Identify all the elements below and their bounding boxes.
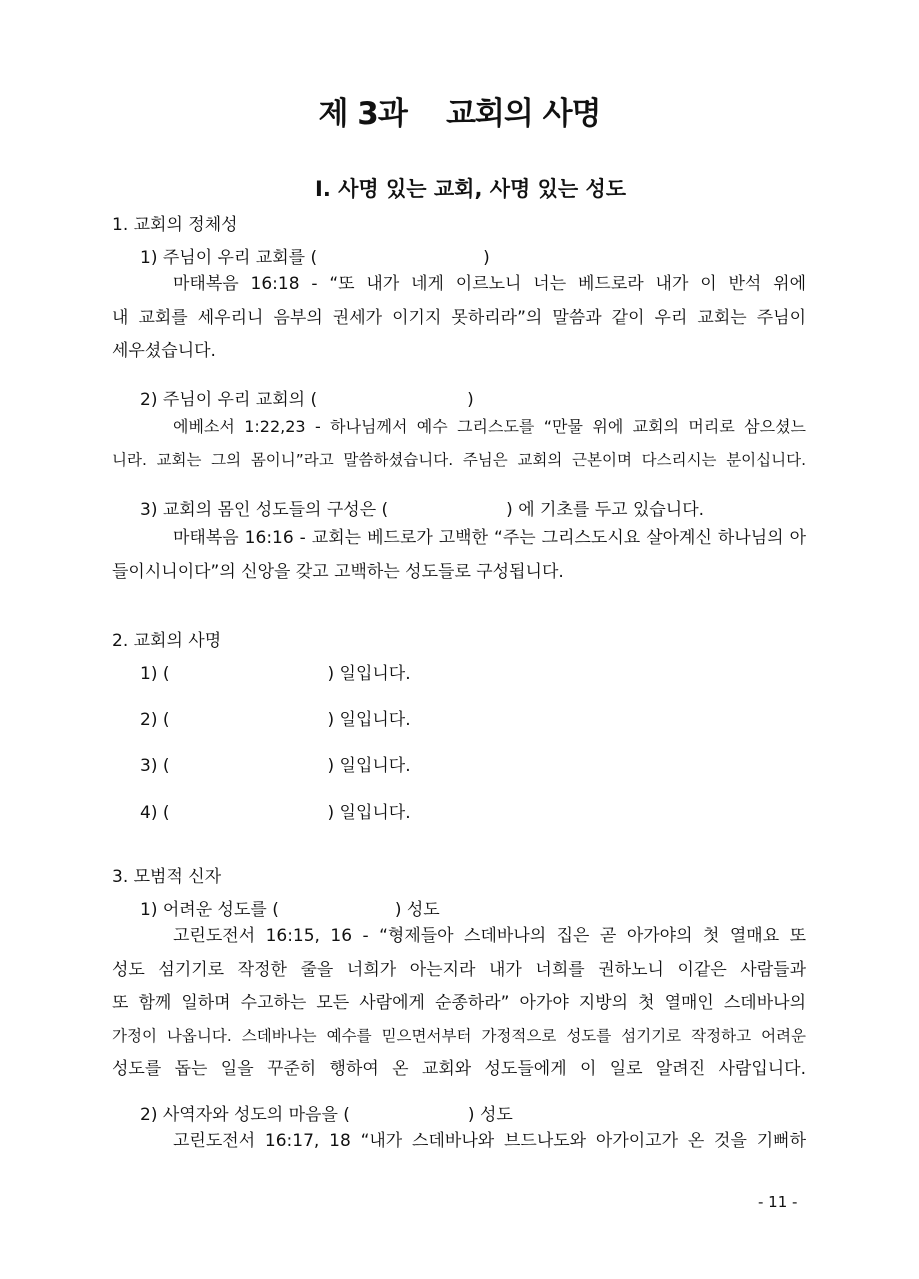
page-title: 제 3과 교회의 사명 [318,96,601,132]
mission-item [140,705,411,730]
item-number: 2) ( [140,710,170,730]
paragraph-line: 성도 섬기기로 작정한 줄을 너희가 아는지라 내가 너희를 권하노니 이같은 사람들과 [112,960,806,980]
paragraph-line: 고린도전서 16:15, 16 - “형제들아 스데바나의 집은 곧 아가야의 첫 열매요 또 [173,926,806,946]
paragraph-line: 세우셨습니다. [112,341,216,361]
paragraph-line: 마태복음 16:18 - “또 내가 네게 이르노니 너는 베드로라 내가 이 반석 위에 [173,274,806,294]
paragraph-line: 가정이 나옵니다. 스데바나는 예수를 믿으면서부터 가정적으로 성도를 섬기기로 작정하고 어려운 [112,1027,806,1045]
section-1-item-1 [140,243,490,268]
paragraph-line: 들이시니이다”의 신앙을 갖고 고백하는 성도들로 구성됩니다. [112,562,564,582]
item-number: 1) ( [140,664,170,684]
item-label: 2) 사역자와 성도의 마음을 ( [140,1105,350,1125]
section-subtitle: I. 사명 있는 교회, 사명 있는 성도 [315,177,627,201]
item-close: ) 에 기초를 두고 있습니다. [506,500,705,520]
section-2-heading: 2. 교회의 사명 [112,631,222,651]
item-close: ) 성도 [394,900,440,920]
paragraph-line: 성도를 돕는 일을 꾸준히 행하여 온 교회와 성도들에게 이 일로 알려진 사람입니다. [112,1059,806,1079]
item-number: 3) ( [140,756,170,776]
paragraph-line: 고린도전서 16:17, 18 “내가 스데바나와 브드나도와 아가이고가 온 것을 기뻐하 [173,1131,806,1151]
mission-item [140,751,411,776]
item-label: 3) 교회의 몸인 성도들의 구성은 ( [140,500,389,520]
item-close: ) 일입니다. [327,710,411,730]
section-1-item-2 [140,385,474,410]
paragraph-line: 니라. 교회는 그의 몸이니”라고 말씀하셨습니다. 주님은 교회의 근본이며 다스리시는 분이십니다. [112,451,806,469]
page-number: - 11 - [758,1193,798,1211]
mission-item [140,659,411,684]
paragraph-line: 내 교회를 세우리니 음부의 권세가 이기지 못하리라”의 말씀과 같이 우리 교회는 주님이 [112,308,806,328]
item-label: 1) 주님이 우리 교회를 ( [140,248,318,268]
section-3-item-1 [140,895,440,920]
paragraph-line: 에베소서 1:22,23 - 하나님께서 예수 그리스도를 “만물 위에 교회의 머리로 삼으셨느 [173,417,806,436]
paragraph-line: 마태복음 16:16 - 교회는 베드로가 고백한 “주는 그리스도시요 살아계신 하나님의 아 [173,528,806,548]
mission-item [140,798,411,823]
section-1-item-3 [140,495,704,520]
item-close: ) 일입니다. [327,803,411,823]
item-close: ) [467,390,474,410]
item-close: ) 일입니다. [327,664,411,684]
item-close: ) 일입니다. [327,756,411,776]
section-3-item-2 [140,1100,513,1125]
item-label: 1) 어려운 성도를 ( [140,900,279,920]
item-close: ) 성도 [467,1105,513,1125]
section-1-heading: 1. 교회의 정체성 [112,215,238,235]
paragraph-line: 또 함께 일하며 수고하는 모든 사람에게 순종하라” 아가야 지방의 첫 열매인 스데바나의 [112,993,806,1013]
item-number: 4) ( [140,803,170,823]
item-close: ) [483,248,490,268]
item-label: 2) 주님이 우리 교회의 ( [140,390,318,410]
section-3-heading: 3. 모범적 신자 [112,867,222,887]
